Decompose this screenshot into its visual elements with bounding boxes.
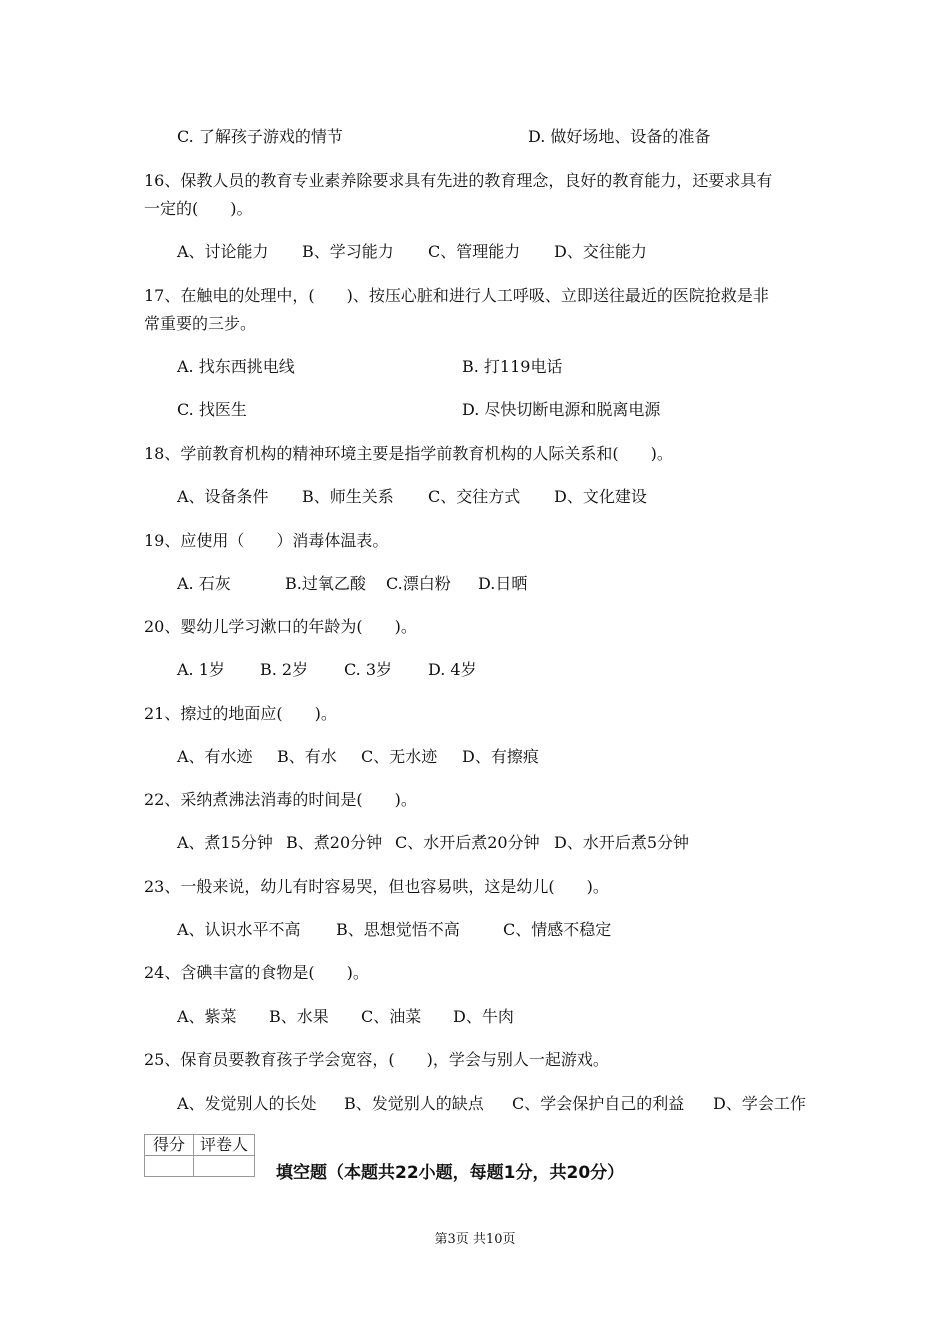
q20-option-c: C. 3岁 [344,660,393,679]
grader-cell[interactable] [194,1156,255,1177]
q22-option-c: C、水开后煮20分钟 [395,833,540,852]
question-22-text: 22、采纳煮沸法消毒的时间是( )。 [144,790,417,809]
q21-option-a: A、有水迹 [177,747,253,766]
q20-option-d: D. 4岁 [428,660,477,679]
q21-option-b: B、有水 [277,747,337,766]
question-17-text-cont: 常重要的三步。 [144,314,257,333]
q19-option-c: C.漂白粉 [386,574,451,593]
question-25-text: 25、保育员要教育孩子学会宽容，( )，学会与别人一起游戏。 [144,1050,609,1069]
question-16-text: 16、保教人员的教育专业素养除要求具有先进的教育理念，良好的教育能力，还要求具有 [144,171,773,190]
q22-option-b: B、煮20分钟 [286,833,383,852]
q24-option-d: D、牛肉 [453,1007,514,1026]
q19-option-b: B.过氧乙酸 [285,574,366,593]
q20-option-a: A. 1岁 [177,660,225,679]
q19-option-d: D.日晒 [478,574,528,593]
score-table [144,1134,255,1177]
q23-option-a: A、认识水平不高 [177,920,301,939]
q24-option-c: C、油菜 [361,1007,422,1026]
q21-option-c: C、无水迹 [361,747,438,766]
score-cell[interactable] [145,1156,194,1177]
q18-option-d: D、文化建设 [554,487,647,506]
q17-option-d: D. 尽快切断电源和脱离电源 [462,400,661,419]
grader-header: 评卷人 [194,1135,255,1156]
q16-option-d: D、交往能力 [554,242,647,261]
q16-option-c: C、管理能力 [428,242,521,261]
q16-option-a: A、讨论能力 [177,242,269,261]
question-23-text: 23、一般来说，幼儿有时容易哭，但也容易哄，这是幼儿( )。 [144,877,609,896]
q18-option-c: C、交往方式 [428,487,521,506]
q25-option-c: C、学会保护自己的利益 [512,1094,685,1113]
q21-option-d: D、有擦痕 [462,747,539,766]
q24-option-b: B、水果 [269,1007,329,1026]
q18-option-a: A、设备条件 [177,487,269,506]
question-17-text: 17、在触电的处理中，( )、按压心脏和进行人工呼吸、立即送往最近的医院抢救是非 [144,286,769,305]
question-24-text: 24、含碘丰富的食物是( )。 [144,963,369,982]
q19-option-a: A. 石灰 [177,574,231,593]
q18-option-b: B、师生关系 [302,487,394,506]
q20-option-b: B. 2岁 [260,660,309,679]
q22-option-d: D、水开后煮5分钟 [554,833,690,852]
q22-option-a: A、煮15分钟 [177,833,273,852]
q17-option-a: A. 找东西挑电线 [177,357,295,376]
option-d: D. 做好场地、设备的准备 [528,127,711,146]
question-16-text-cont: 一定的( )。 [144,199,253,218]
q17-option-c: C. 找医生 [177,400,247,419]
q25-option-b: B、发觉别人的缺点 [344,1094,484,1113]
q23-option-c: C、情感不稳定 [503,920,612,939]
section-title: 填空题（本题共22小题，每题1分，共20分） [276,1163,625,1183]
score-header: 得分 [145,1135,194,1156]
page-footer: 第3页 共10页 [434,1232,516,1247]
q25-option-d: D、学会工作 [713,1094,806,1113]
q25-option-a: A、发觉别人的长处 [177,1094,317,1113]
option-c: C. 了解孩子游戏的情节 [177,127,343,146]
q17-option-b: B. 打119电话 [462,357,563,376]
q24-option-a: A、紫菜 [177,1007,237,1026]
q23-option-b: B、思想觉悟不高 [336,920,460,939]
question-21-text: 21、擦过的地面应( )。 [144,704,337,723]
question-18-text: 18、学前教育机构的精神环境主要是指学前教育机构的人际关系和( )。 [144,444,673,463]
question-20-text: 20、婴幼儿学习漱口的年龄为( )。 [144,617,417,636]
question-19-text: 19、应使用（ ）消毒体温表。 [144,531,389,550]
q16-option-b: B、学习能力 [302,242,394,261]
